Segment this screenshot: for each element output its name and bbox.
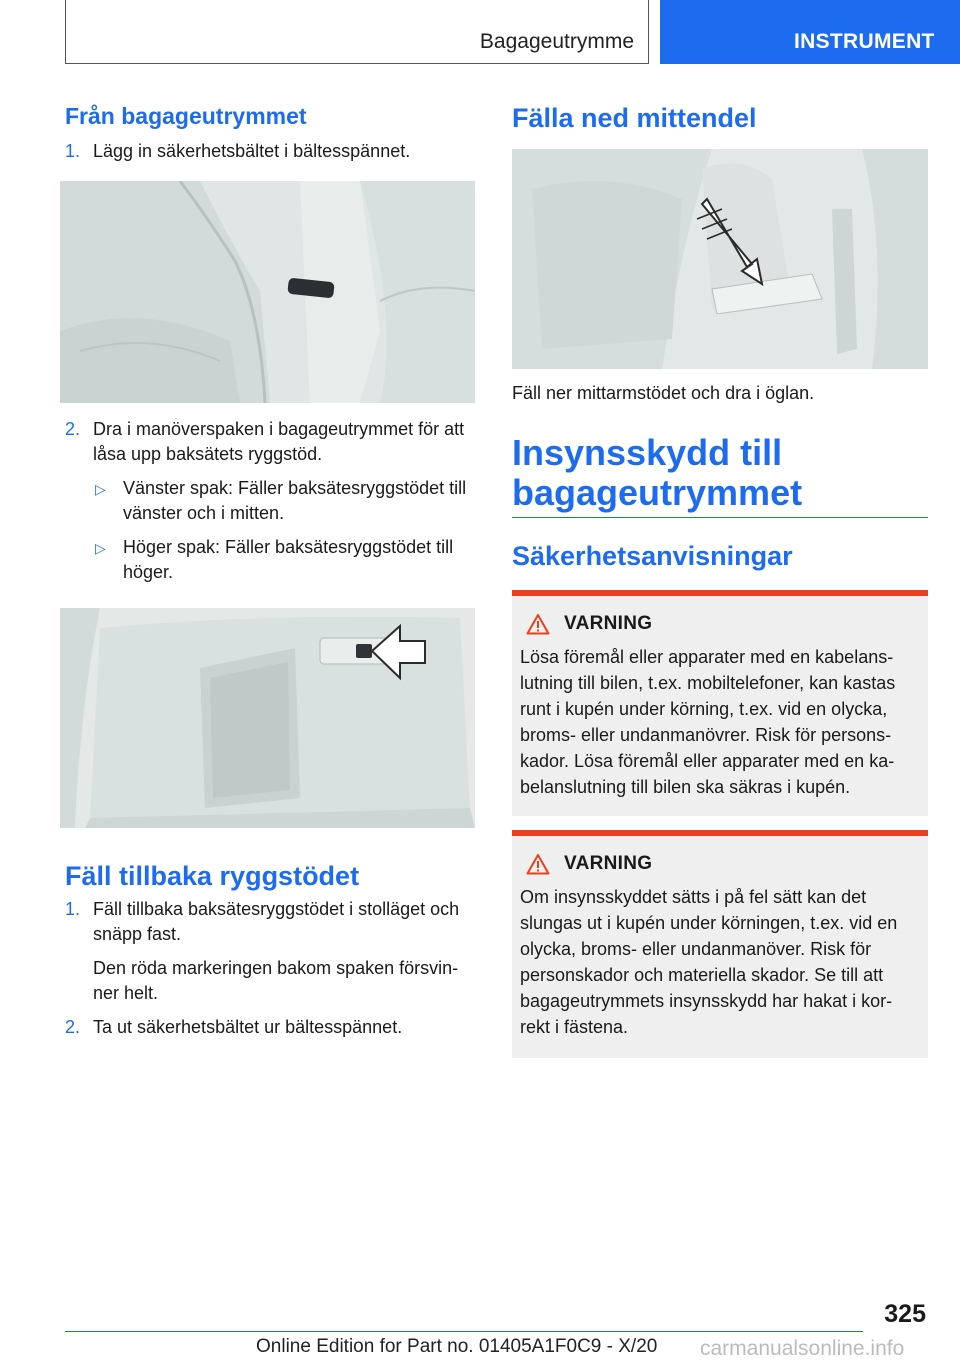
list-item [65,476,480,526]
watermark-text: carmanualsonline.info [700,1337,905,1360]
list-item [65,897,480,947]
illustration-seatbelt-svg [60,181,475,403]
list-item [65,1015,480,1040]
warning-label: VARNING [564,613,653,634]
list-item [65,139,480,164]
warning-label: VARNING [564,853,653,874]
step-number: 1. [65,899,81,919]
warning-box [512,830,928,1058]
step-note: Den röda markeringen bakom spaken försvin-ner helt. [93,958,459,1003]
image-caption: Fäll ner mittarmstödet och dra i öglan. [512,383,815,403]
left-column [65,100,480,1040]
header-chapter-label: INSTRUMENT [794,30,935,53]
chapter-title: Insynsskydd till bagageutrymmet [512,432,803,513]
heading-from-trunk: Från bagageutrymmet [65,103,307,129]
warning-triangle-icon [526,613,550,635]
illustration-trunk-lever [60,608,475,828]
step-text: Ta ut säkerhetsbältet ur bältesspännet. [93,1017,403,1037]
step-text: Fäll tillbaka baksätesryggstödet i stolläget och snäpp fast. [93,899,460,944]
chapter-title-block [512,433,928,518]
step-text: Dra i manöverspaken i bagageutrymmet för att låsa upp baksätets ryggstöd. [93,419,465,464]
footer-edition: Online Edition for Part no. 01405A1F0C9 - X/20 [256,1336,658,1357]
triangle-bullet-icon: ▷ [95,540,106,556]
section-title-safety: Säkerhetsanvisningar [512,541,793,571]
illustration-trunk-svg [60,608,475,828]
step-number: 2. [65,419,81,439]
warning-text: Om insynsskyddet sätts i på fel sätt kan det slungas ut i kupén under körningen, t.ex. vid en olycka, broms- eller undanmanöver. Risk för personskador och materiella skador. Se till att bagageutrymmets insynsskydd har hakat i kor-rekt i fästena. [520,887,898,1037]
sub-item-text: Vänster spak: Fäller baksätesryggstödet till vänster och i mitten. [123,478,467,523]
header-section-box [65,0,649,64]
warning-triangle-icon [526,853,550,875]
step-text: Lägg in säkerhetsbältet i bältesspännet. [93,141,411,161]
right-column [512,100,928,1058]
warning-box [512,590,928,816]
illustration-seatbelt-buckle [60,181,475,403]
heading-fold-back: Fäll tillbaka ryggstödet [65,861,360,891]
step-number: 1. [65,141,81,161]
heading-fold-center: Fälla ned mittendel [512,103,757,133]
warning-text: Lösa föremål eller apparater med en kabelans-lutning till bilen, t.ex. mobiltelefoner, kan kastas runt i kupén under körning, t.ex. vid en olycka, broms- eller undanmanövrer. Risk för persons-kador. Lösa föremål eller apparater med en ka-belanslutning till bilen ska säkras i kupén. [520,647,896,797]
step-number: 2. [65,1017,81,1037]
page-number: 325 [884,1300,926,1328]
header-chapter-tab [660,0,960,64]
list-item [65,535,480,585]
illustration-armrest-svg [512,149,928,369]
illustration-center-armrest [512,149,928,369]
triangle-bullet-icon: ▷ [95,481,106,497]
warning-header [520,850,920,878]
header-section-title: Bagageutrymme [479,30,634,53]
list-item [65,417,480,467]
sub-item-text: Höger spak: Fäller baksätesryggstödet till höger. [123,537,454,582]
footer-divider [65,1331,863,1332]
warning-header [520,610,920,638]
